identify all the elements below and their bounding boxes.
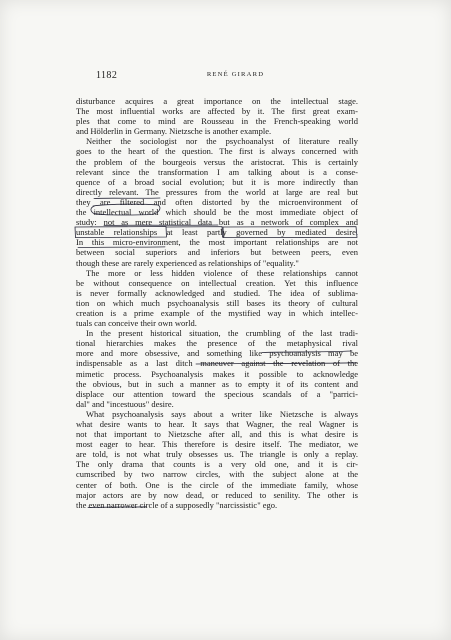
text-line: Neither the sociologist nor the psychoanalyst of literature really [86,136,358,147]
author-name: RENÉ GIRARD [206,71,265,78]
text-line: creation is a prime example of the mystified way in which intellec- [76,307,358,318]
text-line: the problem of the bourgeois versus the aristocrat. This is certainly [76,156,358,167]
text-line: center of both. One is the circle of the immediate family, whose [76,479,358,490]
text-line: most eager to hear. This therefore is desire itself. The mediator, we [76,439,358,450]
text-line: more and more obsessive, and something like psychoanalysis may be [76,348,358,359]
text-line: tion on which much psychoanalysis still bases its theory of cultural [76,297,358,308]
text-line: cumscribed by two narrow circles, with the subject alone at the [76,469,358,480]
text-line: the even narrower circle of a supposedly "narcissistic" ego. [76,499,278,510]
text-line: study: not as mere statistical data but as a network of complex and [76,217,358,228]
text-line: major actors are by now dead, or reduced to senility. The other is [76,489,358,500]
text-line: indispensable as a last ditch maneuver against the revelation of the [76,358,358,369]
text-line: goes to the heart of the question. The first is always concerned with [76,146,358,157]
running-head [96,70,375,84]
text-line: not that important to Nietzsche after all, and this is what desire is [76,429,358,440]
text-line: disturbance acquires a great importance on the intellectual stage. [76,96,358,106]
text-line: the obvious, but in such a manner as to empty it of its content and [76,378,358,389]
text-line: between social superiors and inferiors but between peers, even [76,247,358,258]
text-line: directly relevant. The pressures from the world at large are real but [76,186,358,197]
text-line: tional hierarchies makes the presence of the metaphysical rival [76,338,358,349]
text-line: be without consequence on intellectual creation. Yet this influence [76,277,358,288]
text-line: ples that come to mind are Rousseau in the French-speaking world [76,116,358,127]
text-line: The only drama that counts is a very old one, and it is cir- [76,459,358,470]
text-line: and Hölderlin in Germany. Nietzsche is another example. [76,126,272,137]
text-line: relevant since the transformation I am talking about is a conse- [76,166,358,177]
text-line: tuals can conceive their own world. [76,318,197,329]
text-line: In this micro-environment, the most important relationships are not [76,237,358,248]
text-line: they are filtered and often distorted by the microenvironment of [76,196,358,207]
text-line: The most influential works are affected by it. The first great exam- [76,106,358,117]
text-line: the intellectual world which should be the most immediate object of [76,207,358,218]
body-text [76,96,358,510]
text-line: What psychoanalysis says about a writer like Nietzsche is always [86,408,358,419]
text-line: is never formally acknowledged and studied. The idea of sublima- [76,287,358,298]
text-line: though these are rarely experienced as relationships of "equality." [76,257,299,268]
text-line: mimetic process. Psychoanalysis makes it possible to acknowledge [76,368,358,379]
text-line: quence of a broad social evolution; but it is more indirectly than [76,176,358,187]
page-number: 1182 [96,70,118,81]
text-line: In the present historical situation, the crumbling of the last tradi- [86,328,358,339]
text-line: what desire wants to hear. It says that Wagner, the real Wagner is [76,419,358,429]
text-line: unstable relationships at least partly governed by mediated desire. [76,227,358,238]
text-line: The more or less hidden violence of these relationships cannot [86,267,358,278]
text-line: dal" and "incestuous" desire. [76,398,174,409]
text-line: are told, is not what truly obsesses us. The triangle is only a replay. [76,449,358,460]
text-line: displace our attention toward the specious scandals of a "parrici- [76,388,358,399]
